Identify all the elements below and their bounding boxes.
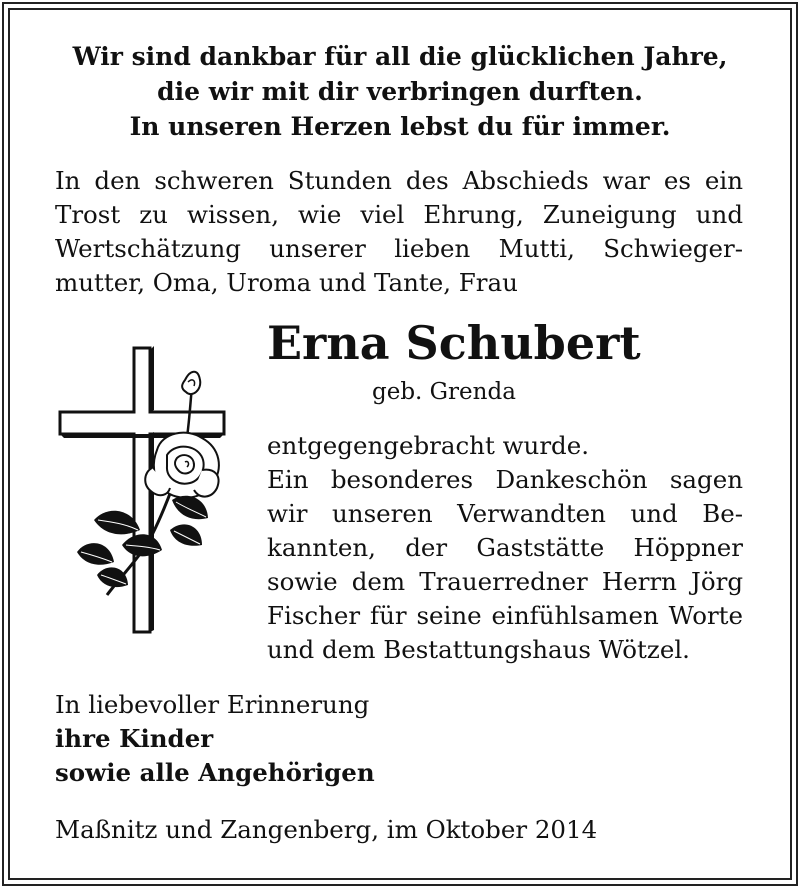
body-line-1: entgegengebracht wurde. bbox=[267, 431, 590, 460]
motto-line-2: die wir mit dir verbringen durften. bbox=[157, 77, 643, 106]
motto-line-3: In unseren Herzen lebst du für immer. bbox=[129, 112, 671, 141]
signature-line-1: In liebevoller Erinnerung bbox=[55, 690, 370, 719]
body-line-3: wir unseren Verwandten und Be- bbox=[267, 499, 743, 528]
signature-line-3: sowie alle Angehörigen bbox=[55, 758, 375, 787]
intro-line-2: Trost zu wissen, wie viel Ehrung, Zuneigung und bbox=[55, 200, 743, 229]
body-line-7: und dem Bestattungshaus Wötzel. bbox=[267, 635, 690, 664]
cross-with-rose-icon bbox=[52, 340, 237, 645]
deceased-name: Erna Schubert bbox=[267, 316, 641, 370]
body-line-2: Ein besonderes Dankeschön sagen bbox=[267, 465, 743, 494]
intro-line-1: In den schweren Stunden des Abschieds war es ein bbox=[55, 166, 743, 195]
intro-line-3: Wertschätzung unserer lieben Mutti, Schwieger- bbox=[55, 234, 743, 263]
intro-line-4: mutter, Oma, Uroma und Tante, Frau bbox=[55, 268, 518, 297]
body-line-6: Fischer für seine einfühlsamen Worte bbox=[267, 601, 743, 630]
motto-line-1: Wir sind dankbar für all die glücklichen Jahre, bbox=[72, 42, 728, 71]
body-line-4: kannten, der Gaststätte Höppner bbox=[267, 533, 743, 562]
body-line-5: sowie dem Trauerredner Herrn Jörg bbox=[267, 567, 743, 596]
signature-line-2: ihre Kinder bbox=[55, 724, 214, 753]
place-date: Maßnitz und Zangenberg, im Oktober 2014 bbox=[55, 815, 598, 844]
deceased-birth-name: geb. Grenda bbox=[372, 379, 516, 405]
